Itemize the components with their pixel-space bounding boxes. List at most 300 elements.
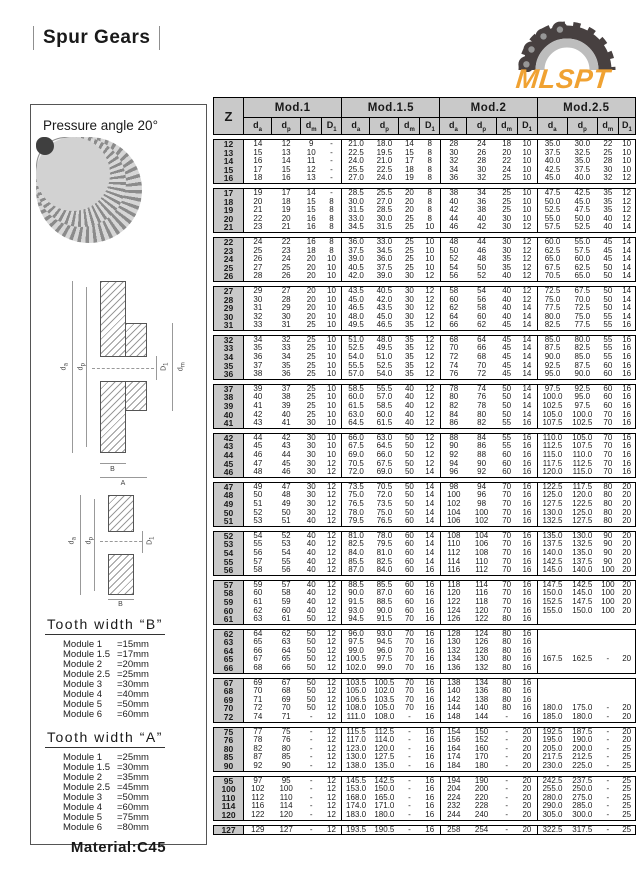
table-cell: 16 — [281, 174, 291, 183]
table-cell: 134 — [447, 655, 461, 664]
table-cell — [567, 664, 597, 673]
table-cell: 128 — [474, 646, 489, 655]
table-cell: 16 — [420, 785, 440, 794]
table-cell: 72.0 — [348, 468, 364, 477]
table-row — [214, 580, 636, 589]
table-cell: 150.0 — [374, 785, 395, 794]
table-cell: 16 — [420, 811, 440, 820]
table-cell: - — [408, 713, 411, 722]
table-cell: 100 — [601, 566, 615, 575]
table-cell: 22 — [281, 237, 291, 246]
table-cell: 50 — [502, 402, 512, 411]
table-cell: 123.0 — [346, 744, 367, 753]
table-row — [214, 696, 636, 705]
table-cell: 10 — [322, 335, 342, 344]
header-row-subcolumns — [214, 118, 636, 135]
table-cell: 70 — [502, 482, 512, 491]
table-cell: 147.5 — [542, 580, 563, 589]
module-name: Module 6 — [63, 709, 103, 720]
table-cell: 40 — [306, 517, 316, 526]
table-cell: 46 — [281, 468, 291, 477]
table-cell: 43.5 — [348, 286, 364, 295]
table-cell: 20 — [517, 785, 537, 794]
table-cell: 70 — [603, 451, 613, 459]
table-cell: - — [309, 762, 313, 770]
table-cell: - — [309, 810, 313, 819]
table-cell: 52.5 — [574, 223, 591, 232]
table-cell: 16 — [420, 713, 440, 722]
table-cell: 80 — [502, 615, 512, 624]
table-cell: 42 — [477, 223, 487, 232]
col-subheader: $D_1$ — [618, 118, 635, 135]
table-cell: 12 — [420, 362, 440, 371]
z-cell: 14 — [214, 157, 244, 166]
table-cell: 14 — [253, 139, 263, 148]
table-cell: 70 — [404, 615, 414, 624]
table-cell: 57 — [281, 580, 291, 589]
table-cell: 12 — [322, 794, 342, 803]
table-cell: 140 — [474, 704, 489, 713]
table-cell: 26 — [253, 255, 263, 264]
module-value: =30mm — [117, 762, 149, 773]
table-cell: 82.5 — [348, 540, 364, 549]
table-cell: 130.0 — [542, 508, 563, 517]
table-cell: 20 — [517, 802, 537, 811]
table-cell: 30 — [502, 214, 512, 223]
table-cell: 8 — [420, 206, 440, 215]
dim-label-dm: $d_m$ — [176, 362, 187, 372]
table-cell: 16 — [622, 393, 632, 402]
gear-cross-section-b — [44, 491, 194, 607]
z-cell: 29 — [214, 304, 244, 313]
table-cell: 70 — [502, 580, 512, 589]
table-cell: 12 — [322, 678, 342, 687]
table-cell: 107.5 — [542, 419, 563, 428]
table-row — [214, 255, 636, 264]
table-cell — [567, 678, 597, 687]
table-cell: 50 — [306, 664, 316, 673]
module-value: =45mm — [117, 782, 149, 793]
table-cell: - — [408, 727, 411, 736]
table-cell: - — [606, 704, 610, 713]
table-cell: 43.5 — [376, 304, 393, 313]
table-cell — [618, 687, 635, 696]
table-cell: 57.5 — [574, 246, 591, 255]
table-cell: 73.5 — [348, 482, 364, 491]
table-cell: 148 — [447, 713, 461, 722]
table-cell: 20 — [622, 736, 632, 745]
table-cell: 16 — [517, 598, 537, 607]
table-cell: 110.0 — [542, 433, 563, 442]
table-cell: 102.5 — [572, 419, 593, 428]
table-cell: 54 — [477, 286, 487, 295]
table-cell: 30 — [306, 451, 316, 459]
table-cell: 55.0 — [544, 214, 561, 223]
table-cell: 55 — [502, 433, 512, 442]
table-cell: 183.0 — [346, 810, 367, 819]
table-cell: 127.5 — [374, 753, 395, 762]
table-cell: 66 — [477, 344, 487, 353]
table-cell: 12 — [517, 286, 537, 295]
table-cell: 45 — [603, 246, 613, 255]
table-cell: 60 — [404, 517, 414, 526]
table-cell: 72 — [253, 704, 263, 713]
table-cell: 147.5 — [572, 597, 593, 606]
table-cell: 12 — [420, 353, 440, 362]
table-cell: 193.5 — [346, 825, 367, 834]
table-cell: 25.5 — [376, 188, 393, 197]
table-cell: 50 — [603, 263, 613, 272]
table-cell: 17 — [281, 188, 291, 197]
table-cell: - — [505, 793, 508, 802]
table-cell: 41 — [253, 402, 263, 411]
table-cell: 114 — [279, 802, 293, 811]
spec-table-block — [213, 678, 636, 723]
table-cell: 15 — [306, 206, 316, 215]
z-cell: 72 — [214, 713, 244, 722]
table-cell: 20 — [622, 491, 632, 500]
table-cell: 37 — [253, 361, 263, 370]
pressure-angle-label: Pressure angle 20° — [43, 118, 158, 133]
col-subheader: $d_a$ — [440, 118, 467, 135]
table-cell: 99.0 — [348, 646, 364, 655]
table-cell: 96.0 — [348, 629, 364, 638]
table-cell: 25 — [603, 148, 613, 157]
table-cell: 70 — [281, 704, 291, 713]
table-cell: 12 — [322, 580, 342, 589]
table-cell: - — [505, 785, 508, 794]
table-cell: 200 — [474, 785, 489, 794]
table-cell: 12 — [420, 402, 440, 411]
table-cell: 55 — [603, 344, 613, 353]
table-cell: 14 — [420, 468, 440, 477]
table-cell: 60 — [404, 597, 414, 606]
table-cell: 88.5 — [376, 597, 393, 606]
table-cell: 70 — [404, 646, 414, 655]
table-cell: 60 — [449, 295, 459, 304]
col-subheader: $d_m$ — [399, 118, 420, 135]
table-cell: 16 — [517, 638, 537, 647]
table-cell: 12 — [322, 727, 342, 736]
table-cell: 58.5 — [348, 384, 364, 393]
table-cell: 10 — [420, 237, 440, 246]
table-row — [214, 607, 636, 616]
table-cell: 40.0 — [574, 174, 591, 183]
table-cell: 14 — [420, 549, 440, 558]
table-cell: 75.0 — [544, 295, 561, 304]
table-row — [214, 286, 636, 295]
table-cell: 50 — [306, 629, 316, 638]
table-cell: 16 — [420, 727, 440, 736]
table-cell: 10 — [517, 157, 537, 166]
table-cell: 39 — [253, 384, 263, 393]
module-name: Module 1 — [63, 639, 103, 650]
table-cell: 50 — [404, 442, 414, 451]
table-cell: 16 — [420, 776, 440, 785]
table-cell: 40 — [502, 304, 512, 313]
table-cell: 67 — [281, 678, 291, 687]
table-cell: 8 — [322, 247, 342, 256]
table-cell: 10 — [322, 321, 342, 330]
table-cell: 16 — [622, 419, 632, 428]
table-cell: 127.5 — [542, 499, 563, 508]
z-cell: 21 — [214, 223, 244, 232]
table-cell: 99.0 — [376, 664, 393, 673]
table-cell: 12 — [322, 598, 342, 607]
table-cell: 13 — [281, 148, 291, 157]
table-cell: 35 — [603, 197, 613, 206]
z-cell: 120 — [214, 811, 244, 820]
table-cell: 20 — [622, 566, 632, 575]
table-cell: 103.5 — [374, 695, 395, 704]
table-cell: 100 — [474, 508, 489, 517]
table-cell: 12 — [420, 335, 440, 344]
table-cell: 12 — [322, 589, 342, 598]
table-cell: 30 — [306, 433, 316, 442]
table-cell: 10 — [622, 148, 632, 157]
table-cell: 15 — [253, 148, 263, 157]
table-cell: 32 — [603, 174, 613, 183]
dim-line-dm — [172, 323, 173, 411]
z-cell: 90 — [214, 762, 244, 771]
table-cell: 65 — [281, 655, 291, 664]
table-cell: 142 — [447, 695, 461, 704]
table-cell: 70 — [502, 597, 512, 606]
table-cell: 64 — [449, 312, 459, 321]
table-cell: 20 — [622, 540, 632, 549]
table-cell: 102 — [447, 499, 461, 508]
table-cell: 20 — [404, 206, 414, 215]
spec-table-block — [213, 531, 636, 576]
table-cell: 16 — [306, 237, 316, 246]
z-cell: 41 — [214, 419, 244, 428]
table-cell: 9 — [308, 139, 314, 148]
table-cell: 25 — [404, 255, 414, 264]
table-cell: 14 — [420, 491, 440, 500]
table-row — [214, 237, 636, 246]
table-cell: 92.5 — [574, 384, 591, 393]
table-cell: 153.0 — [346, 785, 367, 794]
table-cell: 232 — [447, 802, 461, 811]
table-cell: 50 — [603, 286, 613, 295]
table-cell: 155.0 — [542, 606, 563, 615]
z-cell: 110 — [214, 794, 244, 803]
table-cell: 190 — [474, 776, 489, 785]
table-cell: 60 — [603, 384, 613, 393]
table-cell: 71 — [253, 695, 263, 704]
table-cell: 12 — [420, 296, 440, 305]
table-cell: 10 — [517, 140, 537, 149]
table-cell: 12 — [420, 419, 440, 428]
tooth-width-a-title: Tooth width “A” — [45, 729, 165, 748]
table-cell: 16 — [420, 696, 440, 705]
table-cell: 300.0 — [572, 810, 593, 819]
table-cell: 42 — [253, 410, 263, 419]
table-cell — [597, 629, 618, 638]
table-cell: 94 — [477, 482, 487, 491]
table-cell: 37.5 — [348, 246, 364, 255]
col-subheader: $d_p$ — [467, 118, 496, 135]
table-cell: 40 — [306, 540, 316, 549]
table-cell: 42.0 — [348, 272, 364, 281]
dim-line-a — [100, 477, 147, 478]
table-cell: 16 — [517, 558, 537, 567]
table-cell: 94.5 — [376, 638, 393, 647]
table-cell: 150.0 — [542, 589, 563, 598]
table-cell: 8 — [322, 223, 342, 232]
table-row — [214, 713, 636, 722]
table-cell: 20 — [622, 606, 632, 615]
logo-text: MLSPT — [514, 64, 612, 94]
z-cell: 48 — [214, 491, 244, 500]
table-cell: 50.0 — [544, 197, 561, 206]
table-cell: 195.0 — [542, 736, 563, 745]
table-cell: 44 — [477, 237, 487, 246]
table-cell: 12 — [322, 629, 342, 638]
table-row — [214, 753, 636, 762]
z-cell: 42 — [214, 433, 244, 442]
table-cell: 25 — [502, 174, 512, 183]
table-cell: 85.0 — [574, 353, 591, 362]
table-row — [214, 638, 636, 647]
table-cell: - — [606, 655, 610, 664]
table-cell: 10 — [322, 362, 342, 371]
table-cell: 20 — [281, 214, 291, 223]
table-cell: 31.5 — [376, 223, 393, 232]
table-cell: 250.0 — [572, 785, 593, 794]
table-cell: 80 — [603, 517, 613, 526]
dim-line-d1 — [156, 356, 157, 380]
table-cell: 12 — [281, 139, 291, 148]
table-row — [214, 615, 636, 624]
table-cell: 205.0 — [542, 744, 563, 753]
table-cell: - — [309, 713, 313, 722]
table-cell: 14 — [420, 482, 440, 491]
table-cell: 92 — [477, 468, 487, 477]
dim-line-b — [100, 463, 126, 464]
table-cell: 70 — [502, 499, 512, 508]
table-cell: 60 — [404, 548, 414, 557]
table-cell: 290.0 — [542, 802, 563, 811]
table-cell: 16 — [517, 655, 537, 664]
table-cell: 30 — [502, 246, 512, 255]
table-cell: 14 — [517, 304, 537, 313]
table-cell: 28 — [281, 295, 291, 304]
table-cell: 20 — [622, 727, 632, 736]
z-cell: 68 — [214, 687, 244, 696]
spec-table-block — [213, 433, 636, 478]
table-cell: 63 — [281, 638, 291, 647]
table-cell: 80 — [502, 664, 512, 673]
table-cell: 32 — [281, 335, 291, 344]
table-cell: 50 — [306, 655, 316, 664]
table-cell: 25 — [306, 410, 316, 419]
module-name: Module 2.5 — [63, 782, 111, 793]
table-cell: 12 — [322, 482, 342, 491]
table-cell: 12 — [322, 549, 342, 558]
table-cell: 237.5 — [572, 776, 593, 785]
table-cell: 16 — [517, 509, 537, 518]
table-cell: 103.5 — [346, 678, 367, 687]
table-cell: 8 — [420, 188, 440, 197]
module-value: =17mm — [117, 649, 149, 660]
table-cell: 95.0 — [544, 370, 561, 379]
table-cell: 16 — [622, 384, 632, 393]
module-name: Module 2 — [63, 659, 103, 670]
table-cell: 97.5 — [544, 384, 561, 393]
table-cell: 77.5 — [574, 321, 591, 330]
dim-label-a: A — [120, 480, 126, 487]
table-cell: 132.5 — [572, 540, 593, 549]
table-cell: 60.0 — [544, 237, 561, 246]
module-value: =35mm — [117, 772, 149, 783]
table-cell: 40 — [306, 548, 316, 557]
table-cell: 32 — [477, 174, 487, 183]
table-cell: 40.5 — [376, 286, 393, 295]
table-cell: 10 — [322, 393, 342, 402]
table-cell: 51.0 — [348, 335, 364, 344]
table-cell — [618, 678, 635, 687]
table-cell: 70 — [502, 531, 512, 540]
table-cell: 8 — [420, 166, 440, 175]
table-cell: 118 — [447, 580, 461, 589]
table-cell: 50 — [404, 451, 414, 459]
table-cell: 25 — [622, 793, 632, 802]
table-cell: 60 — [502, 451, 512, 459]
table-cell: 12 — [322, 762, 342, 771]
table-cell: - — [505, 744, 508, 753]
table-cell: 31 — [281, 321, 291, 330]
table-cell: 70 — [404, 687, 414, 696]
tooth-width-a-section — [43, 729, 194, 833]
table-cell: 91.5 — [376, 615, 393, 624]
table-cell: 23 — [281, 246, 291, 255]
table-cell: 144 — [474, 713, 489, 722]
table-cell: 25 — [281, 263, 291, 272]
table-cell: 40 — [404, 393, 414, 402]
table-cell: 16 — [622, 335, 632, 344]
table-cell: 60 — [404, 606, 414, 615]
table-cell: 242.5 — [542, 776, 563, 785]
table-cell: 18 — [281, 197, 291, 206]
table-cell: 152.5 — [542, 597, 563, 606]
table-cell: 60 — [404, 557, 414, 566]
table-cell: 82 — [477, 419, 487, 428]
spec-table-block — [213, 482, 636, 527]
table-cell: 225.0 — [572, 762, 593, 770]
z-cell: 55 — [214, 558, 244, 567]
module-name: Module 1.5 — [63, 649, 111, 660]
table-cell: 52 — [477, 272, 487, 281]
z-cell: 38 — [214, 393, 244, 402]
dim-line-da — [80, 495, 81, 595]
table-cell: 16 — [622, 370, 632, 379]
table-cell: 18.0 — [376, 139, 393, 148]
table-cell: - — [505, 810, 508, 819]
table-cell: 60 — [404, 540, 414, 549]
table-cell: - — [309, 736, 313, 745]
table-cell: 70 — [603, 442, 613, 451]
table-cell: 20 — [306, 312, 316, 321]
table-cell: 106 — [474, 540, 489, 549]
table-cell: 14 — [517, 384, 537, 393]
table-cell: 17 — [404, 157, 414, 166]
table-cell: 10 — [517, 149, 537, 158]
table-cell: 55.0 — [574, 237, 591, 246]
spec-table-block — [213, 776, 636, 821]
tooth-width-b-section — [43, 616, 194, 720]
table-cell: 35 — [502, 263, 512, 272]
